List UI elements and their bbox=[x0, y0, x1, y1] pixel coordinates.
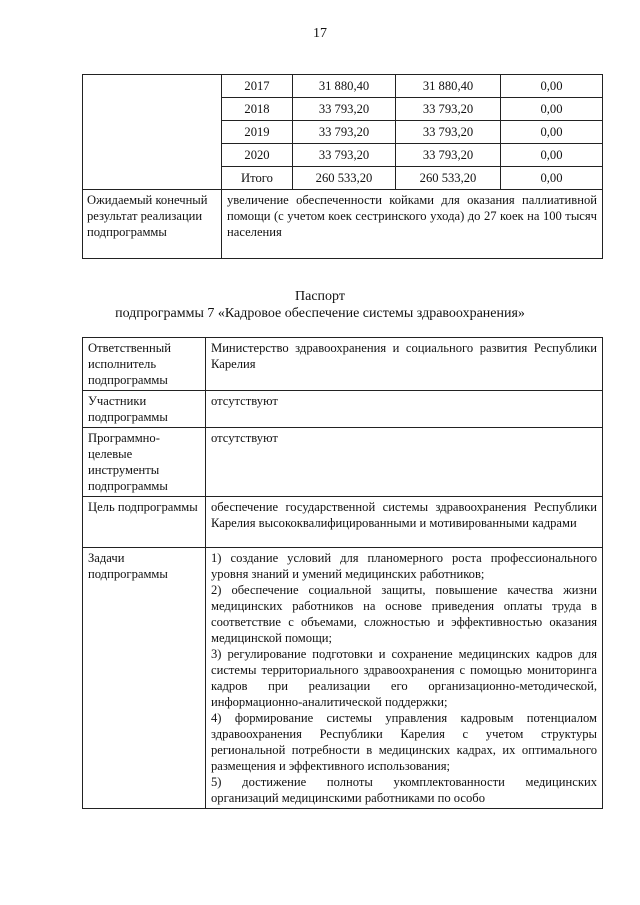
other-cell: 0,00 bbox=[501, 167, 603, 190]
expected-result-text: увеличение обеспеченности койками для оказания паллиативной помощи (с учетом коек сестринского ухода) до 27 коек на 100 тысяч населения bbox=[222, 190, 603, 259]
task-item: 3) регулирование подготовки и сохранение медицинских кадров для системы территориального здравоохранения с помощью мониторинга кадров при реализации его организационно-методической, информационно-аналитической поддержки; bbox=[211, 647, 597, 709]
tasks-label: Задачи подпрограммы bbox=[83, 548, 206, 809]
budget-cell: 31 880,40 bbox=[396, 75, 501, 98]
instruments-label: Программно-целевые инструменты подпрограммы bbox=[83, 428, 206, 497]
empty-cell bbox=[83, 75, 222, 190]
table-row bbox=[83, 548, 603, 809]
passport-subtitle: подпрограммы 7 «Кадровое обеспечение системы здравоохранения» bbox=[115, 306, 525, 321]
other-cell: 0,00 bbox=[501, 121, 603, 144]
task-item: 2) обеспечение социальной защиты, повышение качества жизни медицинских работников на основе приведения оплаты труда в соответствие с объемами, сложностью и эффективностью оказания медицинской помощи; bbox=[211, 583, 597, 645]
table-row bbox=[83, 391, 603, 428]
responsible-value: Министерство здравоохранения и социального развития Республики Карелия bbox=[206, 338, 603, 391]
table-row bbox=[83, 75, 603, 98]
total-cell: 33 793,20 bbox=[293, 98, 396, 121]
budget-cell: 33 793,20 bbox=[396, 144, 501, 167]
passport-table bbox=[82, 337, 603, 809]
page-number: 17 bbox=[313, 26, 327, 41]
year-cell: 2019 bbox=[222, 121, 293, 144]
other-cell: 0,00 bbox=[501, 75, 603, 98]
total-cell: 33 793,20 bbox=[293, 144, 396, 167]
year-cell: 2017 bbox=[222, 75, 293, 98]
participants-label: Участники подпрограммы bbox=[83, 391, 206, 428]
participants-value: отсутствуют bbox=[206, 391, 603, 428]
passport-title: Паспорт bbox=[295, 289, 345, 304]
instruments-value: отсутствуют bbox=[206, 428, 603, 497]
total-cell: 33 793,20 bbox=[293, 121, 396, 144]
table-row bbox=[83, 428, 603, 497]
table-row bbox=[83, 338, 603, 391]
other-cell: 0,00 bbox=[501, 98, 603, 121]
table-row bbox=[83, 190, 603, 259]
budget-cell: 260 533,20 bbox=[396, 167, 501, 190]
goal-value: обеспечение государственной системы здравоохранения Республики Карелия высококвалифицированными и мотивированными кадрами bbox=[206, 497, 603, 548]
task-item: 1) создание условий для планомерного роста профессионального уровня знаний и умений медицинских работников; bbox=[211, 551, 597, 581]
table-row bbox=[83, 497, 603, 548]
total-cell: 31 880,40 bbox=[293, 75, 396, 98]
goal-label: Цель подпрограммы bbox=[83, 497, 206, 548]
finance-table bbox=[82, 74, 603, 259]
budget-cell: 33 793,20 bbox=[396, 98, 501, 121]
total-cell: 260 533,20 bbox=[293, 167, 396, 190]
other-cell: 0,00 bbox=[501, 144, 603, 167]
task-item: 4) формирование системы управления кадровым потенциалом здравоохранения Республики Карелия с учетом структуры региональной потребности в медицинских кадрах, их оптимального размещения и эффективного использования; bbox=[211, 711, 597, 773]
expected-result-label: Ожидаемый конечный результат реализации подпрограммы bbox=[83, 190, 222, 259]
budget-cell: 33 793,20 bbox=[396, 121, 501, 144]
year-cell: 2018 bbox=[222, 98, 293, 121]
year-cell: Итого bbox=[222, 167, 293, 190]
responsible-label: Ответственный исполнитель подпрограммы bbox=[83, 338, 206, 391]
year-cell: 2020 bbox=[222, 144, 293, 167]
tasks-value bbox=[206, 548, 603, 809]
task-item: 5) достижение полноты укомплектованности медицинских организаций медицинскими работниками по особо bbox=[211, 775, 597, 805]
